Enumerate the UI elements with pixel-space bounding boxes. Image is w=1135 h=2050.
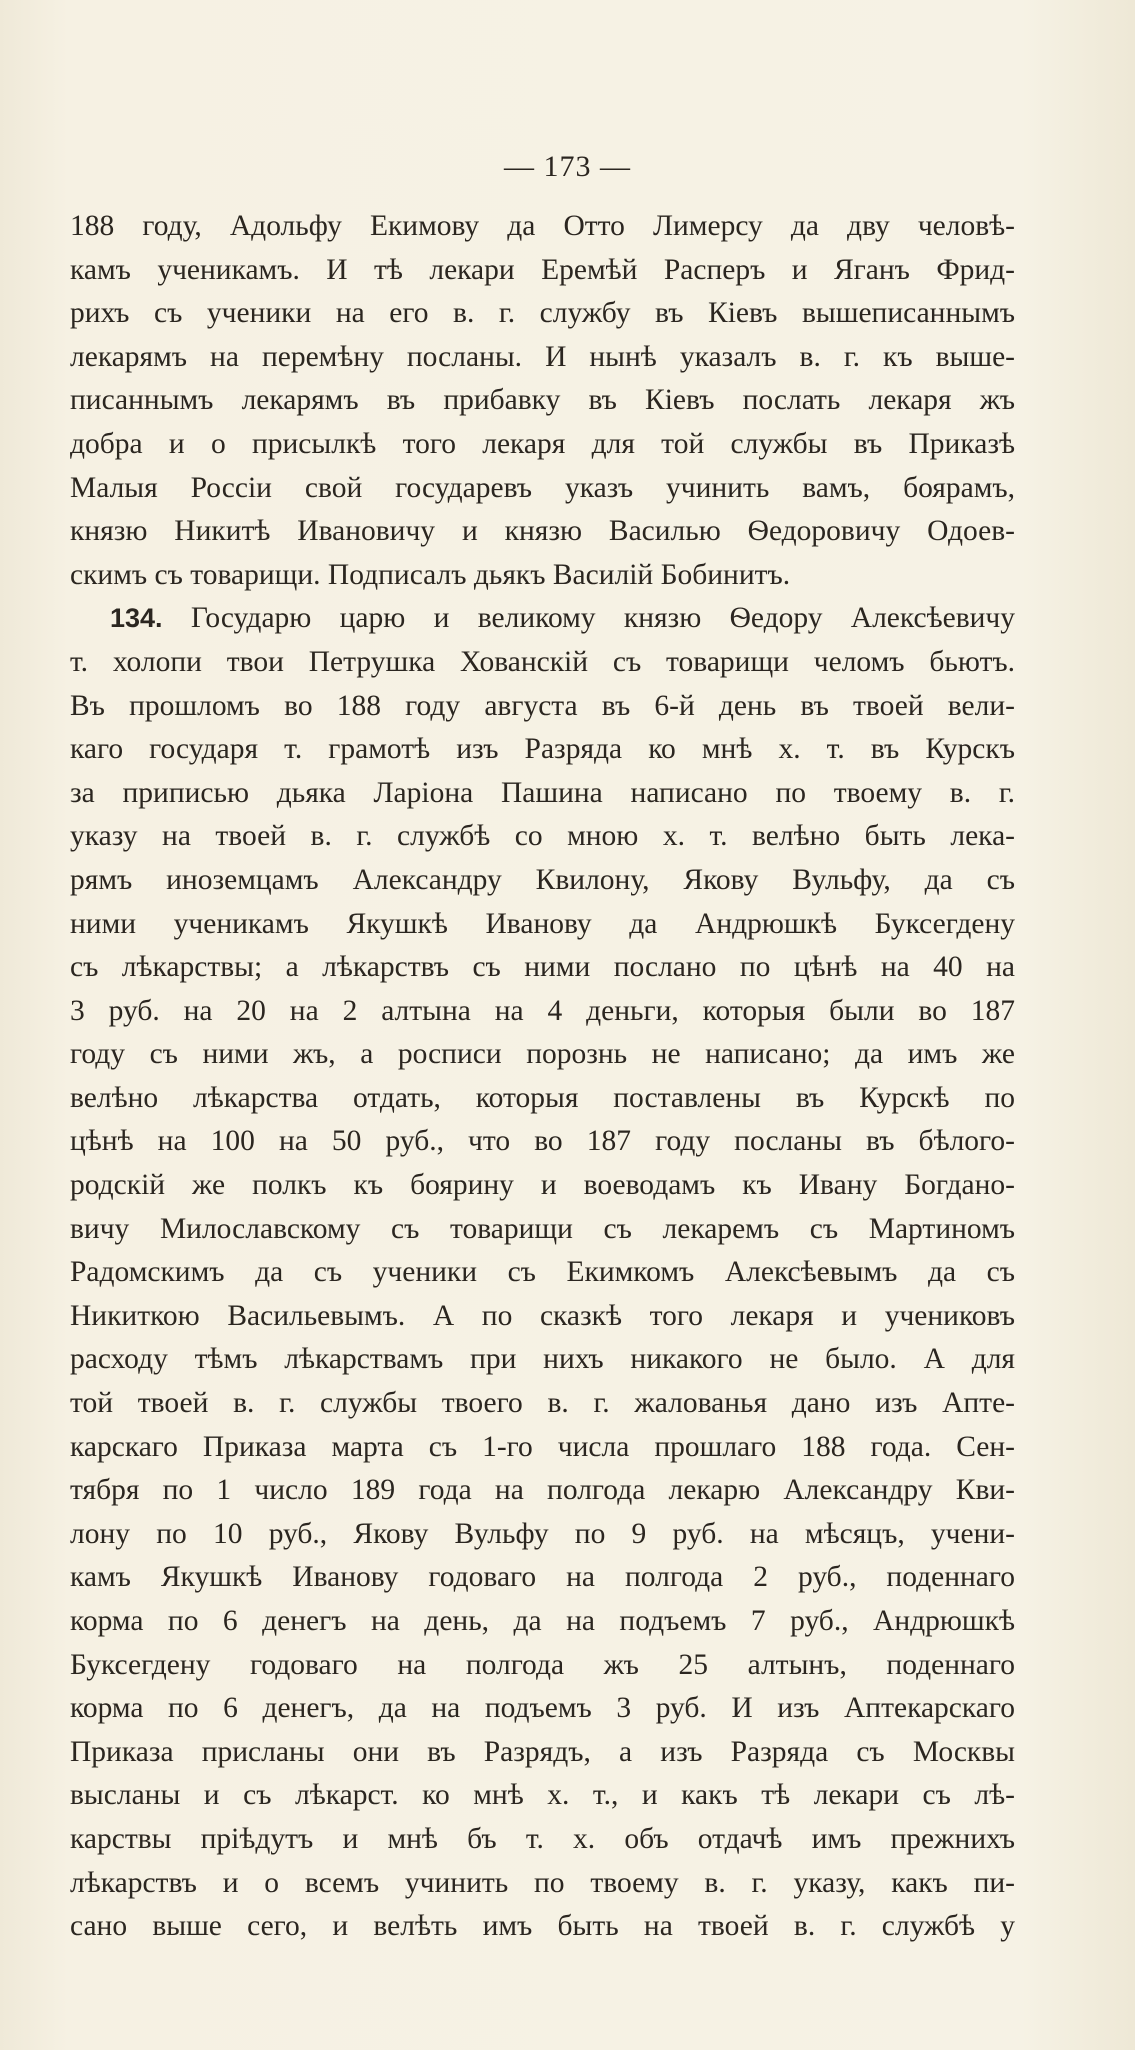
text-line: Въ прошломъ во 188 году августа въ 6-й день въ твоей вели-	[70, 689, 1015, 722]
page-number: — 173 —	[504, 150, 631, 183]
text-line: камъ ученикамъ. И тѣ лекари Еремѣй Расперъ и Яганъ Фрид-	[70, 253, 1015, 286]
text-line: цѣнѣ на 100 на 50 руб., что во 187 году посланы въ бѣлого-	[70, 1125, 1015, 1158]
paragraph-134	[70, 597, 1015, 1948]
text-line: корма по 6 денегъ на день, да на подъемъ 7 руб., Андрюшкѣ	[70, 1605, 1015, 1637]
text-line: 3 руб. на 20 на 2 алтына на 4 деньги, которыя были во 187	[70, 994, 1015, 1027]
text-line: Буксегдену годоваго на полгода жъ 25 алтынъ, поденнаго	[70, 1648, 1015, 1681]
text-line: съ лѣкарствы; а лѣкарствъ съ ними послано по цѣнѣ на 40 на	[70, 951, 1015, 984]
document-body	[70, 205, 1015, 1949]
text-line: Никиткою Васильевымъ. А по сказкѣ того лекаря и учениковъ	[70, 1299, 1015, 1332]
text-line: Государю царю и великому князю Ѳедору Алексѣевичу	[190, 602, 1016, 635]
text-line: родскій же полкъ къ боярину и воеводамъ къ Ивану Богдано-	[70, 1169, 1015, 1202]
text-line: 188 году, Адольфу Екимову да Отто Лимерсу да дву человѣ-	[70, 210, 1015, 242]
text-line: указу на твоей в. г. службѣ со мною х. т. велѣно быть лека-	[70, 820, 1015, 853]
paragraph-number: 134.	[110, 603, 163, 634]
text-line: году съ ними жъ, а росписи порознь не написано; да имъ же	[70, 1038, 1015, 1071]
text-line: ними ученикамъ Якушкѣ Иванову да Андрюшкѣ Буксегдену	[70, 907, 1015, 940]
text-line: Приказа присланы они въ Разрядъ, а изъ Разряда съ Москвы	[70, 1735, 1015, 1768]
paragraph-first-line	[70, 597, 1015, 641]
text-line: высланы и съ лѣкарст. ко мнѣ х. т., и какъ тѣ лекари съ лѣ-	[70, 1779, 1015, 1812]
text-line: тября по 1 число 189 года на полгода лекарю Александру Кви-	[70, 1474, 1015, 1507]
text-line: т. холопи твои Петрушка Хованскій съ товарищи челомъ бьютъ.	[70, 645, 1015, 678]
text-line: князю Никитѣ Ивановичу и князю Василью Ѳедоровичу Одоев-	[70, 515, 1015, 548]
text-line: вичу Милославскому съ товарищи съ лекаремъ съ Мартиномъ	[70, 1212, 1015, 1245]
text-line: добра и о присылкѣ того лекаря для той службы въ Приказѣ	[70, 427, 1015, 460]
text-line: скимъ съ товарищи. Подписалъ дьякъ Василій Бобинитъ.	[70, 558, 791, 591]
text-line: велѣно лѣкарства отдать, которыя поставлены въ Курскѣ по	[70, 1081, 1015, 1114]
text-line: Радомскимъ да съ ученики съ Екимкомъ Алексѣевымъ да съ	[70, 1256, 1015, 1289]
text-line: камъ Якушкѣ Иванову годоваго на полгода 2 руб., поденнаго	[70, 1561, 1015, 1594]
text-line: лекарямъ на перемѣну посланы. И нынѣ указалъ в. г. къ выше-	[70, 340, 1015, 373]
text-line: за приписью дьяка Ларіона Пашина написано по твоему в. г.	[70, 776, 1015, 809]
text-line: писаннымъ лекарямъ въ прибавку въ Кіевъ послать лекаря жъ	[70, 384, 1015, 417]
text-line: той твоей в. г. службы твоего в. г. жалованья дано изъ Апте-	[70, 1387, 1015, 1420]
text-line: рямъ иноземцамъ Александру Квилону, Якову Вульфу, да съ	[70, 863, 1015, 896]
text-line: расходу тѣмъ лѣкарствамъ при нихъ никакого не было. А для	[70, 1343, 1015, 1376]
text-line: карскаго Приказа марта съ 1-го числа прошлаго 188 года. Сен-	[70, 1430, 1015, 1463]
text-line: каго государя т. грамотѣ изъ Разряда ко мнѣ х. т. въ Курскъ	[70, 733, 1015, 766]
text-line: Малыя Россіи свой государевъ указъ учинить вамъ, боярамъ,	[70, 471, 1015, 504]
text-line: рихъ съ ученики на его в. г. службу въ Кіевъ вышеписаннымъ	[70, 297, 1015, 330]
paragraph-133-continuation	[70, 205, 1015, 597]
text-line: сано выше сего, и велѣть имъ быть на твоей в. г. службѣ у	[70, 1910, 1015, 1943]
text-line: лѣкарствъ и о всемъ учинить по твоему в. г. указу, какъ пи-	[70, 1866, 1015, 1899]
text-line: лону по 10 руб., Якову Вульфу по 9 руб. на мѣсяцъ, учени-	[70, 1517, 1015, 1550]
text-line: корма по 6 денегъ, да на подъемъ 3 руб. И изъ Аптекарскаго	[70, 1692, 1015, 1725]
text-line: карствы пріѣдутъ и мнѣ бъ т. х. объ отдачѣ имъ прежнихъ	[70, 1822, 1015, 1855]
